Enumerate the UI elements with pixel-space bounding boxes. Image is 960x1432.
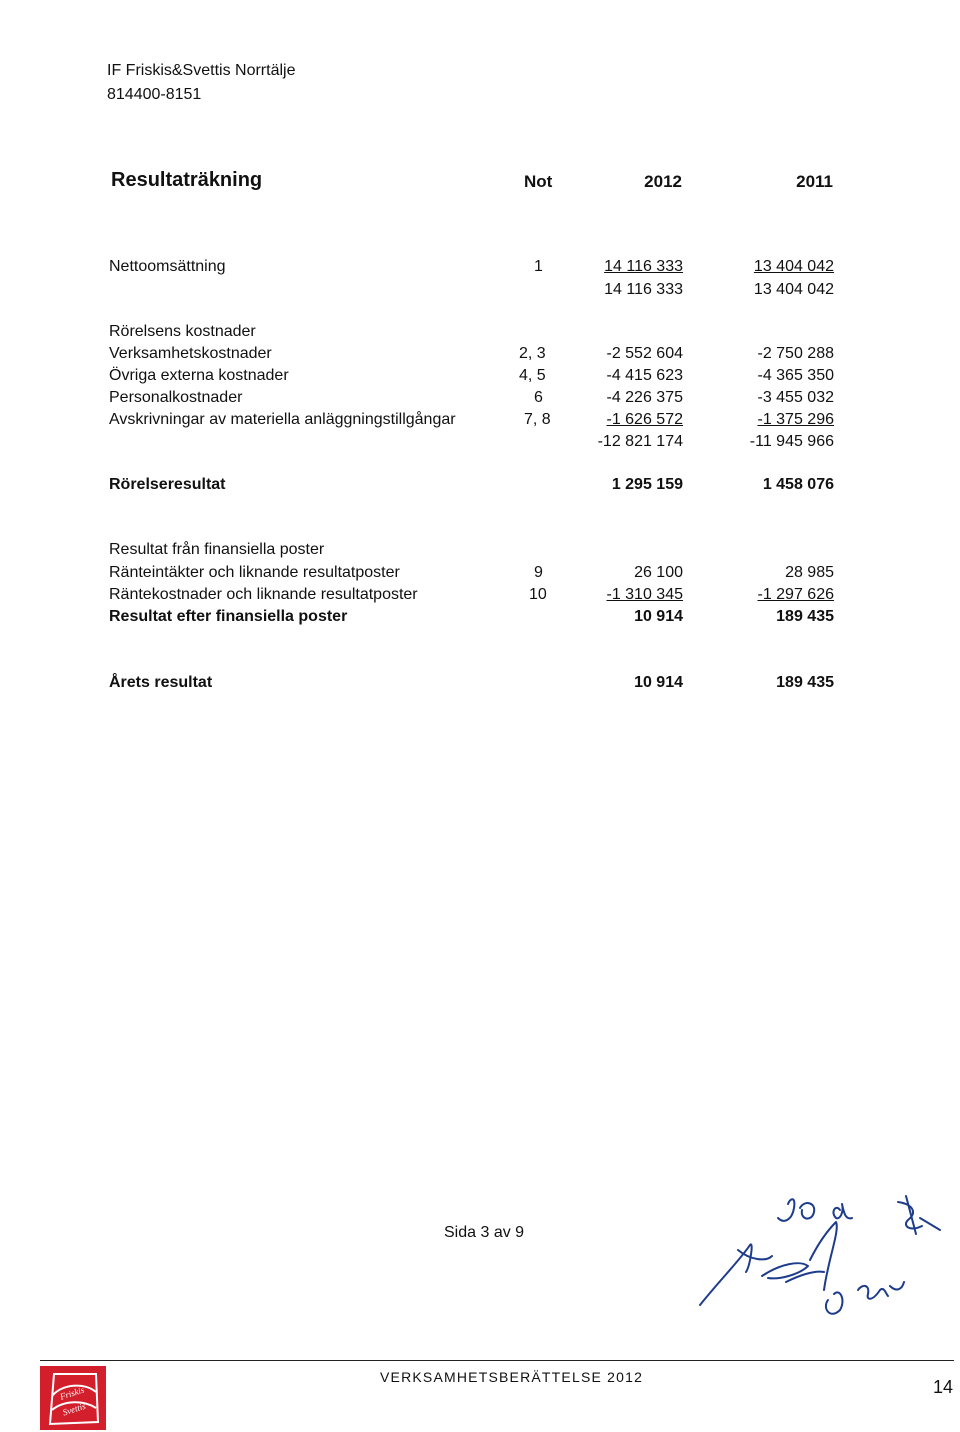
row-resultat-efter-finansiella xyxy=(109,608,839,630)
footer-divider xyxy=(40,1360,954,1361)
row-note: 2, 3 xyxy=(519,345,546,362)
org-number: 814400-8151 xyxy=(107,86,202,103)
svg-text:Svettis: Svettis xyxy=(61,1400,87,1418)
value-2012: -1 310 345 xyxy=(606,586,683,603)
value-2012: -1 626 572 xyxy=(606,411,683,428)
row-label: Räntekostnader och liknande resultatposter xyxy=(109,586,418,603)
row-rorelsens-kostnader-heading xyxy=(109,323,839,345)
value-2012: 1 295 159 xyxy=(611,476,683,493)
row-note: 4, 5 xyxy=(519,367,546,384)
row-label: Verksamhetskostnader xyxy=(109,345,272,362)
value-2012: 14 116 333 xyxy=(604,281,683,298)
col-header-not: Not xyxy=(524,172,553,191)
row-rorelseresultat xyxy=(109,476,839,498)
value-2011: 13 404 042 xyxy=(753,281,834,298)
value-2011: -3 455 032 xyxy=(757,389,834,406)
col-header-2012: 2012 xyxy=(644,172,682,191)
value-2012: 10 914 xyxy=(634,608,683,625)
row-label: Nettoomsättning xyxy=(109,258,226,275)
value-2011: 189 435 xyxy=(776,608,834,625)
row-finansiella-heading xyxy=(109,541,839,563)
row-label: Resultat från finansiella poster xyxy=(109,541,325,558)
row-label: Personalkostnader xyxy=(109,389,243,406)
org-name: IF Friskis&Svettis Norrtälje xyxy=(107,62,296,79)
value-2011: -2 750 288 xyxy=(757,345,834,362)
value-2011: -11 945 966 xyxy=(749,433,834,450)
value-2011: 13 404 042 xyxy=(753,258,834,275)
value-2012: 14 116 333 xyxy=(604,258,683,275)
row-nettoomsattning xyxy=(109,258,839,280)
row-label: Rörelsens kostnader xyxy=(109,323,256,340)
value-2012: 10 914 xyxy=(634,674,683,691)
value-2011: -1 375 296 xyxy=(757,411,834,428)
row-note: 10 xyxy=(529,586,547,603)
row-label: Rörelseresultat xyxy=(109,476,226,493)
value-2011: 28 985 xyxy=(785,564,834,581)
row-rantekostnader xyxy=(109,586,839,608)
row-nettoomsattning-sum xyxy=(109,281,839,303)
row-arets-resultat xyxy=(109,674,839,696)
value-2011: -1 297 626 xyxy=(757,586,834,603)
row-note: 7, 8 xyxy=(524,411,551,428)
row-label: Övriga externa kostnader xyxy=(109,367,289,384)
row-ranteintakter xyxy=(109,564,839,586)
row-kostnader-sum xyxy=(109,433,839,455)
col-header-2011: 2011 xyxy=(796,172,833,191)
value-2012: -2 552 604 xyxy=(606,345,683,362)
row-personalkostnader xyxy=(109,389,839,411)
row-label: Ränteintäkter och liknande resultatposter xyxy=(109,564,400,581)
value-2012: -4 415 623 xyxy=(606,367,683,384)
row-avskrivningar xyxy=(109,411,839,433)
signature-image xyxy=(690,1190,950,1320)
page-number: 14 xyxy=(933,1377,954,1397)
svg-text:Friskis: Friskis xyxy=(58,1384,86,1402)
value-2012: -4 226 375 xyxy=(606,389,683,406)
row-label: Årets resultat xyxy=(109,674,213,691)
friskis-svettis-logo xyxy=(40,1366,106,1430)
row-note: 1 xyxy=(534,258,543,275)
page-label: Sida 3 av 9 xyxy=(444,1224,525,1241)
value-2012: -12 821 174 xyxy=(597,433,683,450)
footer-title: VERKSAMHETSBERÄTTELSE 2012 xyxy=(380,1369,644,1385)
row-ovriga-externa-kostnader xyxy=(109,367,839,389)
value-2011: -4 365 350 xyxy=(757,367,834,384)
value-2011: 189 435 xyxy=(776,674,834,691)
row-label: Resultat efter finansiella poster xyxy=(109,608,348,625)
row-label: Avskrivningar av materiella anläggningstillgångar xyxy=(109,411,456,428)
row-note: 6 xyxy=(534,389,543,406)
value-2011: 1 458 076 xyxy=(762,476,834,493)
value-2012: 26 100 xyxy=(634,564,683,581)
row-note: 9 xyxy=(534,564,543,581)
row-verksamhetskostnader xyxy=(109,345,839,367)
statement-title: Resultaträkning xyxy=(111,169,263,191)
